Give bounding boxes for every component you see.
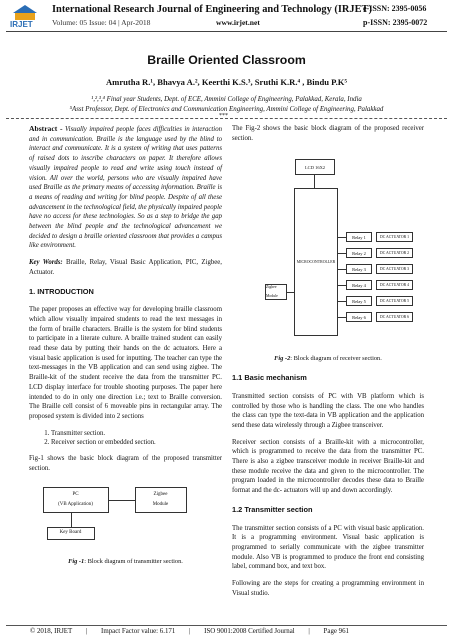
section-basic-mechanism-heading: 1.1 Basic mechanism	[232, 373, 307, 383]
pc-box	[43, 487, 109, 513]
mcu-relay-connector	[338, 301, 346, 302]
section-transmitter-heading: 1.2 Transmitter section	[232, 504, 313, 514]
dc-actuator-label: DC ACTUATOR 6	[379, 314, 410, 319]
p-issn: p-ISSN: 2395-0072	[363, 18, 428, 27]
keywords-label: Key Words:	[29, 259, 63, 267]
footer-page-number: Page 961	[323, 628, 349, 635]
figure-2-caption	[232, 354, 424, 364]
footer-divider	[6, 625, 447, 626]
affiliation-students: ¹,²,³,⁴ Final year Students, Dept. of ECE, Ammini College of Engineering, Palakkad, Kerala, India	[91, 96, 362, 103]
mcu-relay-connector	[338, 237, 346, 238]
mcu-relay-connector	[338, 253, 346, 254]
section-introduction-heading: 1. INTRODUCTION	[29, 286, 94, 296]
relay-label: Relay 5	[352, 298, 366, 304]
header-divider	[6, 31, 447, 32]
relay-box	[346, 280, 372, 290]
zigbee-label: Zigbee	[153, 491, 168, 497]
affiliation-professor: ⁵Asst Professor, Dept. of Electronics and Communication Engineering, Ammini College of Engineering, Palakkad	[69, 106, 384, 113]
fig1-caption-text: : Block diagram of transmitter section.	[84, 557, 183, 565]
page-footer	[30, 628, 361, 635]
dc-actuator-box	[376, 280, 413, 290]
footer-sep: |	[85, 628, 88, 635]
journal-logo	[7, 3, 43, 31]
fig2-intro-paragraph: The Fig-2 shows the basic block diagram of the proposed receiver section.	[232, 125, 424, 142]
zigbee-module-box	[265, 284, 287, 300]
figure-transmitter-diagram	[41, 481, 211, 547]
figure-receiver-diagram	[242, 150, 414, 346]
fig2-caption-text: : Block diagram of receiver section.	[290, 355, 382, 363]
basic-mechanism-paragraph-1: Transmitted section consists of PC with VB platform which is controlled by those who is handling the class. The one who handles the class can type the text-data in VB application and the application send these data wirelessly through a Zigbee transceiver.	[232, 392, 424, 429]
relay-label: Relay 3	[352, 266, 366, 272]
relay-box	[346, 296, 372, 306]
relay-label: Relay 2	[352, 250, 366, 256]
dc-actuator-label: DC ACTUATOR 2	[379, 250, 410, 255]
journal-website[interactable]: www.irjet.net	[216, 18, 260, 27]
journal-name: International Research Journal of Engineering and Technology (IRJET)	[52, 4, 372, 15]
footer-iso: ISO 9001:2008 Certified Journal	[204, 628, 295, 635]
fig2-label: Fig -2	[274, 355, 291, 363]
left-column	[29, 124, 222, 566]
relay-label: Relay 6	[352, 314, 366, 320]
dc-actuator-label: DC ACTUATOR 4	[379, 282, 410, 287]
lcd-label: LCD 16X2	[304, 164, 326, 170]
relay-box	[346, 264, 372, 274]
keywords	[29, 258, 222, 277]
dc-actuator-box	[376, 232, 413, 242]
fig1-intro-paragraph: Fig-1 shows the basic block diagram of the proposed transmitter section.	[29, 455, 222, 472]
lcd-mcu-connector	[314, 175, 315, 188]
keywords-text: Braille, Relay, Visual Basic Application, PIC, Zigbee, Actuator.	[29, 259, 222, 276]
dc-actuator-box	[376, 312, 413, 322]
sections-list	[29, 429, 222, 448]
basic-mechanism-paragraph-2: Receiver section consists of a Braille-kit with a microcontroller, which is programmed to receive the data from the transmitter PC. There is also a zigbee transceiver module in receiver Braille-kit and these module receive the data and given to the microcontroller. The program loaded in the microcontroller decodes these data to Braille format and the dc- actuators will up and down accordingly.	[232, 438, 424, 495]
relay-box	[346, 248, 372, 258]
dc-actuator-box	[376, 264, 413, 274]
abstract-label: Abstract -	[29, 124, 63, 133]
pc-label: PC	[72, 491, 79, 497]
zigbee-module-label: Zigbee Module	[266, 284, 278, 299]
keyboard-label: Key Board	[59, 530, 82, 536]
relay-box	[346, 312, 372, 322]
transmitter-paragraph-1: The transmitter section consists of a PC with visual basic application. It is a programming environment. Visual basic application is programmed to serially communicate with the zigbee transmitter module. Also VB is programmed to produce the front end consisting label, command box, and text box.	[232, 524, 424, 571]
zigbee-sublabel: Module	[152, 501, 169, 507]
relay-label: Relay 4	[352, 282, 366, 288]
footer-copyright: © 2018, IRJET	[30, 628, 73, 635]
pc-keyboard-connector	[71, 513, 72, 527]
dc-actuator-label: DC ACTUATOR 5	[379, 298, 410, 303]
zigbee-mcu-connector	[287, 292, 294, 293]
paper-authors: Amrutha R.¹, Bhavya A.², Keerthi K.S.³, Sruthi K.R.⁴ , Bindu P.K⁵	[105, 77, 348, 87]
lcd-box	[295, 159, 335, 175]
footer-sep: |	[308, 628, 310, 635]
intro-paragraph: The paper proposes an effective way for developing braille classroom which allow visually impaired students to read the text messages in the form of braille characters. Braille is the system for blind students to participate in a literate culture. A braille trained student can easily read these data by putting their hands on the dc actuators. Here a visual basic application is used for inputting. The teacher can type the text-messages in the VB application and can send using zigbee. The Braille-kit of the student receive the data from the transmitter PC. LCD display interface for trouble shooting purposes. The paper here intended to do in only one direction i.e.; text to Braille conversion. The Braille cell consist of 6 moveable pins in rectangular array. The proposed system is divided into 2 sections	[29, 306, 222, 420]
separator-stars: ***	[219, 113, 228, 119]
list-item: 2. Receiver section or embedded section.	[51, 438, 222, 448]
volume-info: Volume: 05 Issue: 04 | Apr-2018	[52, 18, 151, 27]
footer-sep: |	[189, 628, 191, 635]
dc-actuator-box	[376, 248, 413, 258]
abstract-text: Visually impaired people faces difficulties in interaction and in communication. Braille is the language used by the blind to interact and communicate. It is a system of writing that uses patterns of raised dots to inscribe characters on paper. It therefore allows visually impaired people to read and write using touch instead of vision. All over the world, persons who are visually impaired have used Braille as the primary means of accessing information. Braille is a means of reading and writing for blind people. Despite of all these advancement in the technological field, the physically impaired people have no access for these technologies. So as a step to bridge the gap between the blind people and the technological advancement we decided to design a braille oriented classroom that provides a campus like environment.	[29, 126, 222, 250]
mcu-relay-connector	[338, 317, 346, 318]
right-column	[232, 124, 424, 605]
relay-label: Relay 1	[352, 234, 366, 240]
dc-actuator-label: DC ACTUATOR 1	[379, 234, 410, 239]
microcontroller-box	[294, 188, 338, 336]
e-issn: e-ISSN: 2395-0056	[363, 4, 427, 13]
transmitter-paragraph-2: Following are the steps for creating a programming environment in Visual studio.	[232, 580, 424, 597]
mcu-relay-connector	[338, 269, 346, 270]
figure-1-caption	[29, 557, 222, 567]
abstract	[29, 124, 222, 251]
logo-text: IRJET	[10, 20, 33, 29]
fig1-label: Fig -1	[68, 557, 85, 565]
microcontroller-label: MICROCONTROLLER	[296, 259, 336, 264]
pc-sublabel: (VB Application)	[58, 501, 93, 507]
list-item: 1. Transmitter section.	[51, 429, 222, 439]
dc-actuator-box	[376, 296, 413, 306]
paper-title: Braille Oriented Classroom	[147, 53, 306, 67]
dc-actuator-label: DC ACTUATOR 3	[379, 266, 410, 271]
zigbee-box	[135, 487, 187, 513]
relay-box	[346, 232, 372, 242]
pc-zigbee-connector	[109, 500, 135, 501]
mcu-relay-connector	[338, 285, 346, 286]
keyboard-box	[47, 527, 95, 540]
footer-impact-factor: Impact Factor value: 6.171	[101, 628, 176, 635]
